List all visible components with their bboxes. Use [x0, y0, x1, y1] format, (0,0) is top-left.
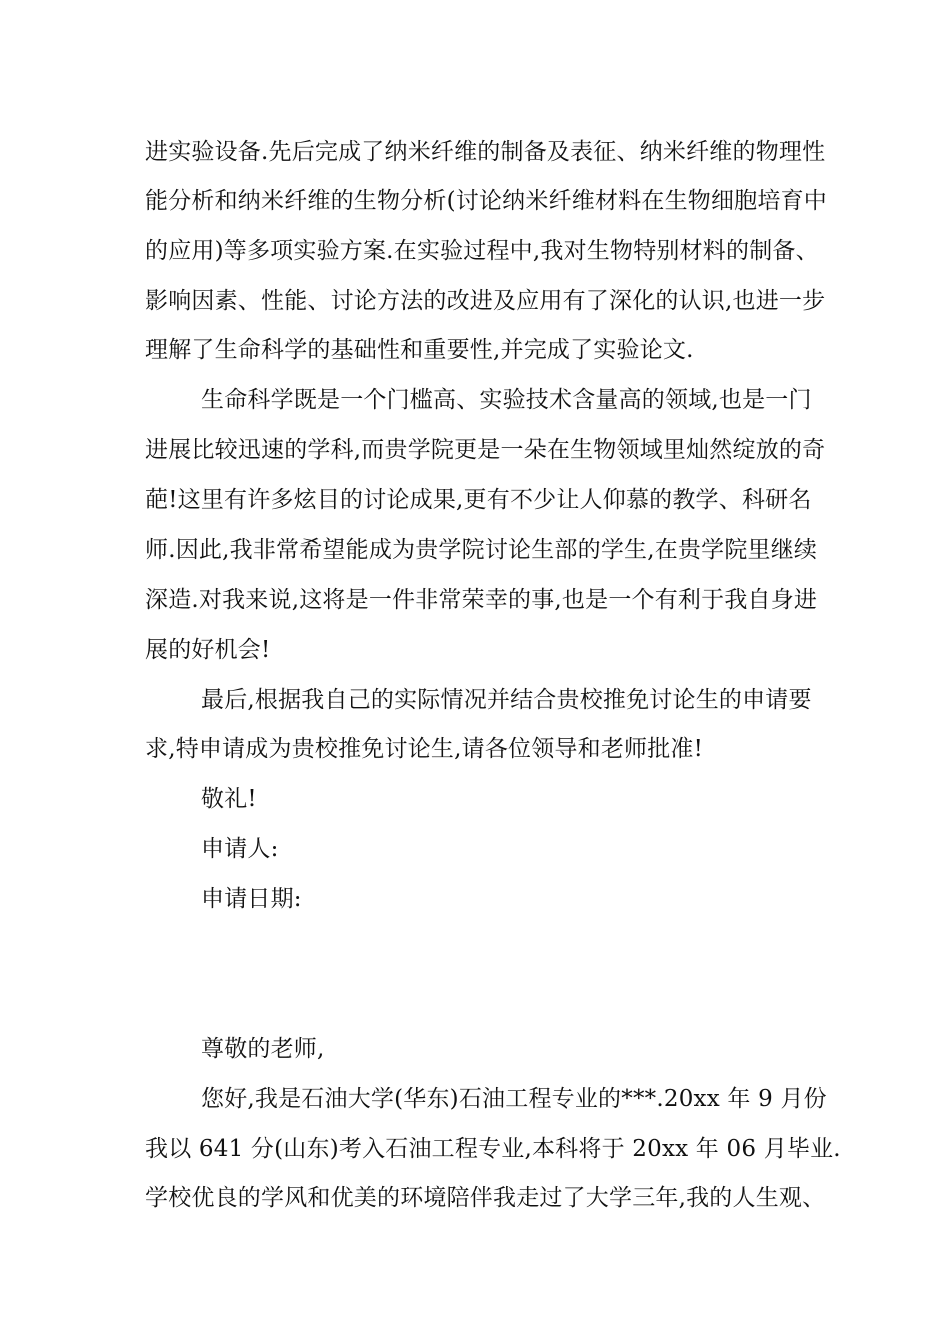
body-text-line: 葩!这里有许多炫目的讨论成果,更有不少让人仰慕的教学、科研名 [145, 487, 812, 513]
body-text-line: 学校优良的学风和优美的环境陪伴我走过了大学三年,我的人生观、 [145, 1185, 826, 1211]
letter-greeting: 尊敬的老师, [201, 1036, 325, 1062]
body-text-line: 进展比较迅速的学科,而贵学院更是一朵在生物领域里灿然绽放的奇 [145, 437, 826, 463]
body-text-line: 我以 641 分(山东)考入石油工程专业,本科将于 20xx 年 06 月毕业. [145, 1136, 841, 1162]
body-text-line: 影响因素、性能、讨论方法的改进及应用有了深化的认识,也进一步 [145, 288, 826, 314]
paragraph-first-line: 最后,根据我自己的实际情况并结合贵校推免讨论生的申请要 [201, 687, 812, 713]
body-text-line: 师.因此,我非常希望能成为贵学院讨论生部的学生,在贵学院里继续 [145, 537, 818, 563]
body-text-line: 理解了生命科学的基础性和重要性,并完成了实验论文. [145, 337, 694, 363]
body-text-line: 的应用)等多项实验方案.在实验过程中,我对生物特别材料的制备、 [145, 238, 819, 264]
body-text-line: 深造.对我来说,这将是一件非常荣幸的事,也是一个有利于我自身进 [145, 587, 818, 613]
paragraph-first-line: 生命科学既是一个门槛高、实验技术含量高的领域,也是一门 [201, 387, 812, 413]
application-date-label: 申请日期: [201, 886, 302, 912]
closing-salutation: 敬礼! [201, 786, 257, 812]
applicant-label: 申请人: [201, 836, 279, 862]
body-text-line: 求,特申请成为贵校推免讨论生,请各位领导和老师批准! [145, 736, 704, 762]
body-text-line: 进实验设备.先后完成了纳米纤维的制备及表征、纳米纤维的物理性 [145, 139, 826, 165]
body-text-line: 展的好机会! [145, 637, 271, 663]
paragraph-first-line: 您好,我是石油大学(华东)石油工程专业的***.20xx 年 9 月份 [201, 1086, 827, 1112]
body-text-line: 能分析和纳米纤维的生物分析(讨论纳米纤维材料在生物细胞培育中 [145, 188, 827, 214]
